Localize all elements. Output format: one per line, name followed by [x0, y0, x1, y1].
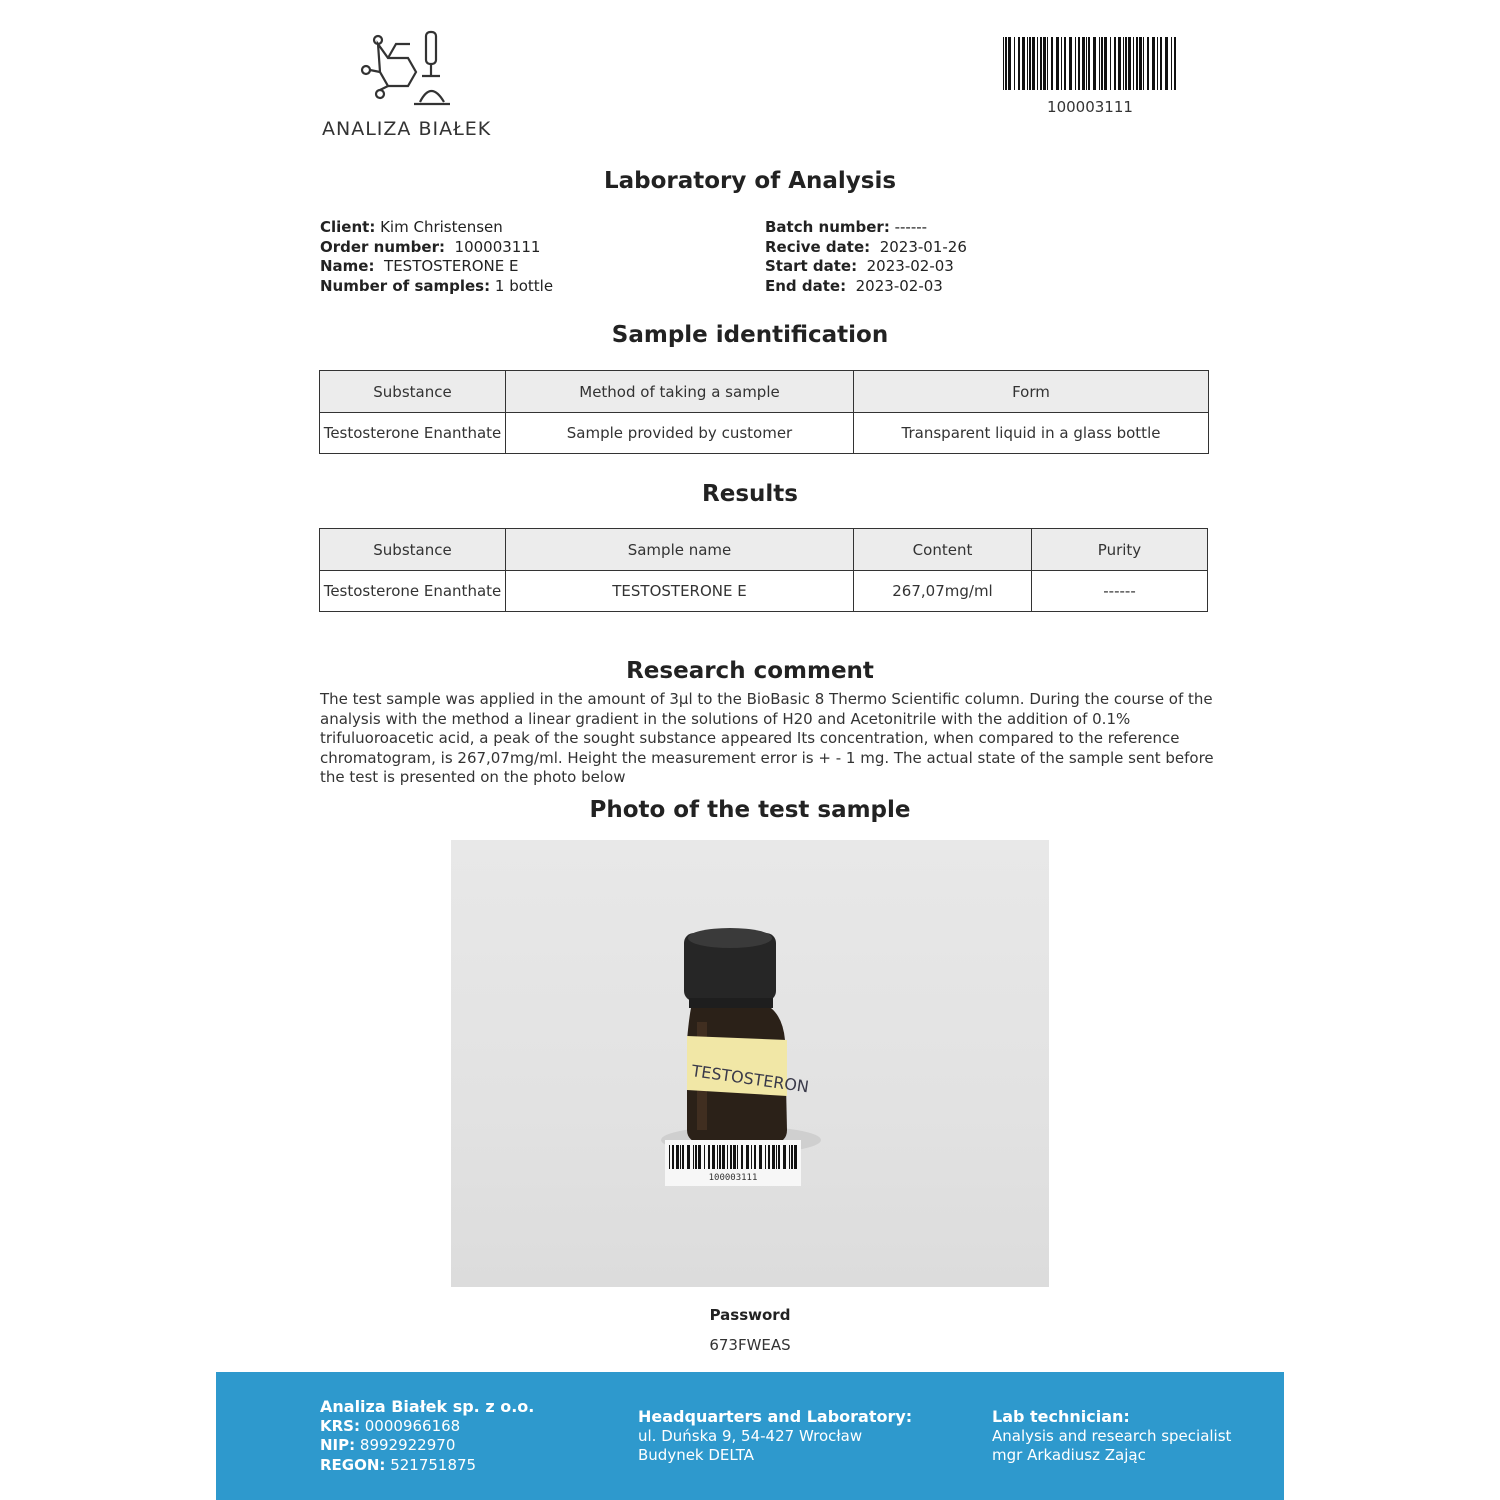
regon-value: 521751875 [390, 1455, 477, 1474]
table-row [320, 413, 1209, 454]
password-value: 673FWEAS [709, 1336, 791, 1354]
sample-identification-table [319, 370, 1209, 454]
logo-text: ANALIZA BIAŁEK [322, 118, 492, 140]
column-header: Substance [320, 529, 506, 571]
krs-label: KRS: [320, 1416, 360, 1435]
barcode-number: 100003111 [1047, 98, 1133, 116]
password-label: Password [709, 1306, 791, 1324]
order-value: 100003111 [454, 237, 541, 256]
column-header: Sample name [506, 529, 854, 571]
molecule-microscope-icon [358, 30, 458, 110]
start-label: Start date: [765, 257, 858, 275]
receive-line [765, 238, 967, 258]
document-title: Laboratory of Analysis [603, 168, 897, 194]
hq-label: Headquarters and Laboratory: [638, 1407, 913, 1426]
hq-address: ul. Duńska 9, 54-427 Wrocław [638, 1426, 863, 1445]
table-header-row [320, 371, 1209, 413]
nip-label: NIP: [320, 1436, 356, 1454]
end-label: End date: [765, 276, 847, 295]
start-value: 2023-02-03 [866, 257, 954, 275]
table-cell: Testosterone Enanthate [320, 413, 506, 454]
tech-name: mgr Arkadiusz Zając [992, 1446, 1146, 1464]
nip-value: 8992922970 [359, 1436, 456, 1454]
sample-photo [451, 840, 1049, 1287]
results-table [319, 528, 1208, 612]
order-label: Order number: [320, 237, 445, 256]
samples-value: 1 bottle [494, 276, 554, 295]
column-header: Purity [1032, 529, 1208, 571]
sample-identification-heading: Sample identification [611, 322, 889, 348]
research-comment-heading: Research comment [626, 658, 874, 684]
footer-headquarters [638, 1407, 912, 1466]
results-heading: Results [702, 481, 798, 507]
krs-value: 0000966168 [364, 1416, 461, 1435]
nip-line [320, 1436, 534, 1456]
table-cell: TESTOSTERONE E [506, 571, 854, 612]
company-name: Analiza Białek sp. z o.o. [320, 1397, 535, 1416]
batch-label: Batch number: [765, 218, 890, 236]
info-right [765, 218, 967, 296]
batch-line [765, 218, 967, 238]
start-line [765, 257, 967, 277]
table-cell: Sample provided by customer [506, 413, 854, 454]
column-header: Content [854, 529, 1032, 571]
name-line [320, 257, 553, 277]
photo-heading: Photo of the test sample [589, 797, 911, 823]
table-cell: ------ [1032, 571, 1208, 612]
table-cell: Testosterone Enanthate [320, 571, 506, 612]
client-value: Kim Christensen [380, 218, 503, 236]
footer-lab-technician [992, 1407, 1231, 1466]
photo-barcode-number: 100003111 [708, 1173, 758, 1183]
order-line [320, 238, 553, 258]
client-label: Client: [320, 218, 376, 236]
name-label: Name: [320, 257, 375, 275]
client-line [320, 218, 553, 238]
research-comment-text: The test sample was applied in the amount of 3µl to the BioBasic 8 Thermo Scientific column. During the course of the analysis with the method a linear gradient in the solutions of H20 and Acetonitrile with the addition of 0.1% trifuluoroacetic acid, a peak of the sought substance appeared Its concentration, when compared to the reference chromatogram, is 267,07mg/ml. Height the measurement error is + - 1 mg. The actual state of the sample sent before the test is presented on the photo below [320, 690, 1214, 786]
receive-value: 2023-01-26 [879, 237, 967, 256]
end-value: 2023-02-03 [855, 276, 943, 295]
barcode [1003, 37, 1177, 90]
info-left [320, 218, 553, 296]
table-row [320, 571, 1208, 612]
samples-line [320, 277, 553, 297]
footer-company-info [320, 1397, 534, 1475]
column-header: Form [854, 371, 1209, 413]
column-header: Method of taking a sample [506, 371, 854, 413]
table-cell: Transparent liquid in a glass bottle [854, 413, 1209, 454]
table-header-row [320, 529, 1208, 571]
footer [216, 1372, 1284, 1500]
receive-label: Recive date: [765, 237, 871, 256]
tech-title: Analysis and research specialist [992, 1426, 1232, 1445]
samples-label: Number of samples: [320, 276, 491, 295]
regon-label: REGON: [320, 1455, 386, 1474]
table-cell: 267,07mg/ml [854, 571, 1032, 612]
end-line [765, 277, 967, 297]
batch-value: ------ [894, 218, 928, 236]
bottle-image [451, 840, 1049, 1287]
bottle-label-text: TESTOSTERON [690, 1061, 811, 1097]
column-header: Substance [320, 371, 506, 413]
name-value: TESTOSTERONE E [384, 257, 519, 275]
krs-line [320, 1417, 534, 1437]
hq-building: Budynek DELTA [638, 1446, 754, 1464]
regon-line [320, 1456, 534, 1476]
tech-label: Lab technician: [992, 1407, 1130, 1426]
